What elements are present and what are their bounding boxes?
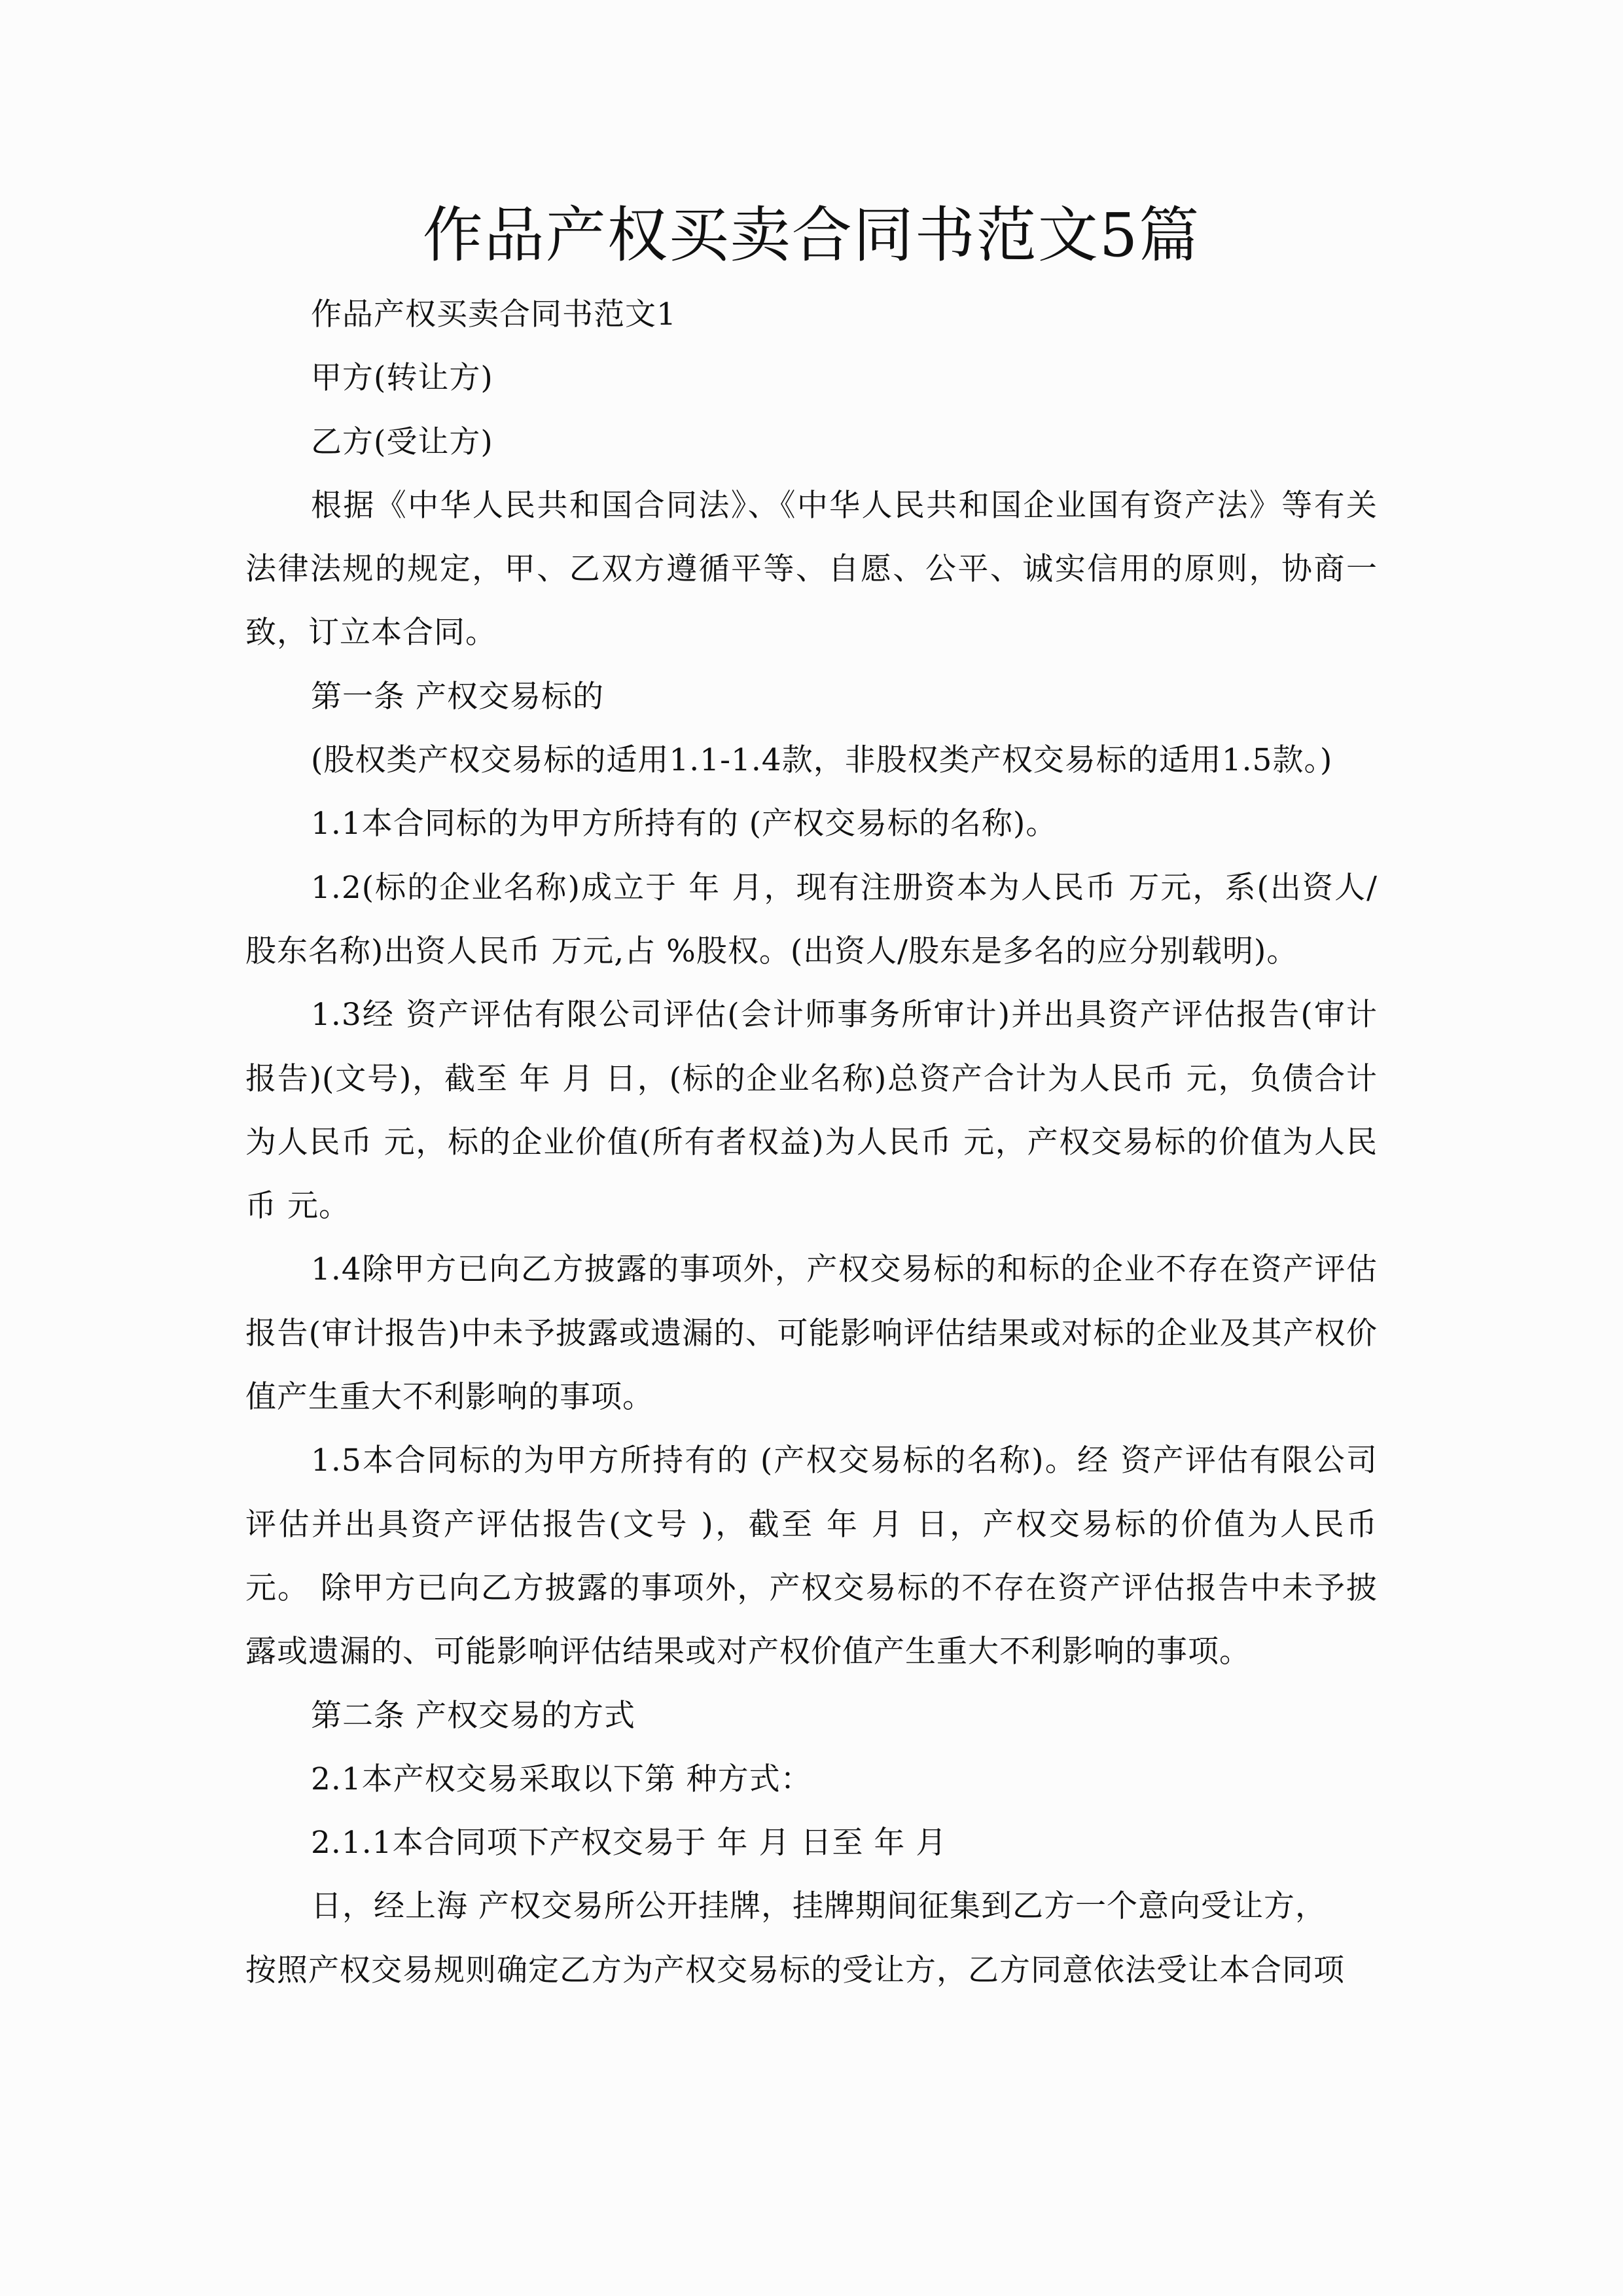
- section-heading: 作品产权买卖合同书范文1: [311, 296, 677, 332]
- clause-2-1: 2.1本产权交易采取以下第 种方式：: [311, 1761, 812, 1797]
- clause-1-2: 1.2(标的企业名称)成立于 年 月，现有注册资本为人民币 万元，系(出资人/股东名称)出资人民币 万元,占 %股权。(出资人/股东是多名的应分别载明)。: [245, 869, 1378, 969]
- party-a-label: 甲方(转让方): [311, 360, 493, 397]
- clause-1-5: 1.5本合同标的为甲方所持有的 (产权交易标的名称)。经 资产评估有限公司评估并出具资产评估报告(文号 )，截至 年 月 日，产权交易标的价值为人民币 元。 除甲方已向乙方披露的事项外，产权交易标的不存在资产评估报告中未予披露或遗漏的、可能影响评估结果或对产权价值产生重大不利影响的事项。: [245, 1443, 1378, 1670]
- clause-2-1-1-continued-2: 按照产权交易规则确定乙方为产权交易标的受让方，乙方同意依法受让本合同项: [245, 1952, 1345, 1988]
- clause-2-1-1-continued: 日，经上海 产权交易所公开挂牌，挂牌期间征集到乙方一个意向受让方，: [311, 1888, 1327, 1925]
- article-2-heading: 第二条 产权交易的方式: [311, 1697, 635, 1734]
- clause-2-1-1: 2.1.1本合同项下产权交易于 年 月 日至 年 月: [311, 1825, 948, 1861]
- article-1-heading: 第一条 产权交易标的: [311, 678, 604, 715]
- article-1-note: (股权类产权交易标的适用1.1-1.4款，非股权类产权交易标的适用1.5款。): [311, 742, 1333, 779]
- document-body: [245, 283, 1378, 2002]
- preamble-paragraph: 根据《中华人民共和国合同法》、《中华人民共和国企业国有资产法》等有关法律法规的规定，甲、乙双方遵循平等、自愿、公平、诚实信用的原则，协商一致，订立本合同。: [245, 487, 1378, 651]
- party-b-label: 乙方(受让方): [311, 423, 493, 460]
- clause-1-4: 1.4除甲方已向乙方披露的事项外，产权交易标的和标的企业不存在资产评估报告(审计报告)中未予披露或遗漏的、可能影响评估结果或对标的企业及其产权价值产生重大不利影响的事项。: [245, 1251, 1378, 1416]
- clause-1-3: 1.3经 资产评估有限公司评估(会计师事务所审计)并出具资产评估报告(审计报告)(文号)，截至 年 月 日，(标的企业名称)总资产合计为人民币 元，负债合计为人民币 元，标的企业价值(所有者权益)为人民币 元，产权交易标的价值为人民币 元。: [245, 997, 1378, 1225]
- document-title: 作品产权买卖合同书范文5篇: [422, 200, 1201, 270]
- clause-1-1: 1.1本合同标的为甲方所持有的 (产权交易标的名称)。: [311, 806, 1058, 842]
